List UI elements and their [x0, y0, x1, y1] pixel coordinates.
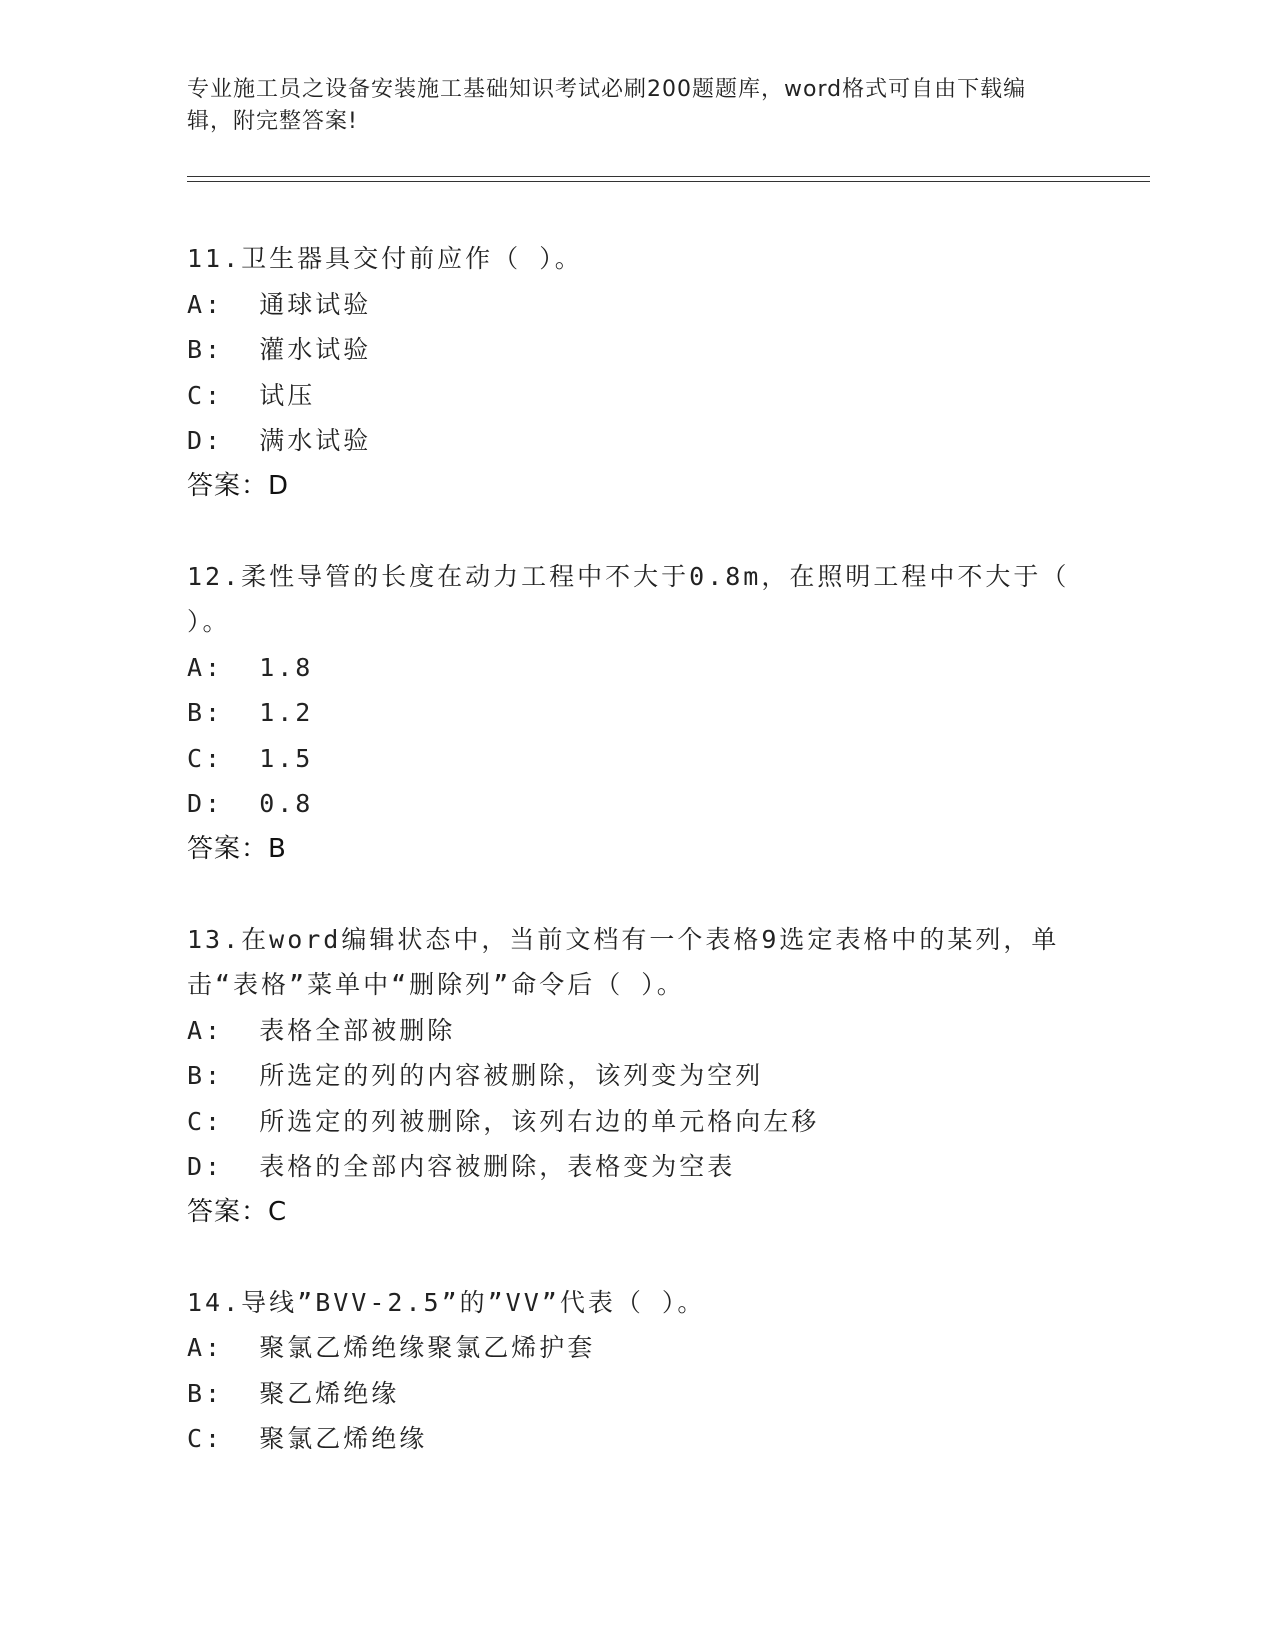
option-b: B: 所选定的列的内容被删除，该列变为空列	[187, 1061, 764, 1090]
question-text: 11.卫生器具交付前应作（ ）。	[187, 244, 583, 273]
option-c: C: 1.5	[187, 743, 314, 773]
option-b: B: 灌水试验	[187, 335, 372, 364]
option-a: A: 通球试验	[187, 289, 372, 319]
option-d: D: 表格的全部内容被删除，表格变为空表	[187, 1152, 736, 1181]
option-d: D: 0.8	[187, 789, 314, 818]
option-a: A: 聚氯乙烯绝缘聚氯乙烯护套	[187, 1333, 596, 1362]
option-a: A: 1.8	[187, 652, 314, 682]
option-c: C: 所选定的列被删除，该列右边的单元格向左移	[187, 1106, 820, 1136]
option-d: D: 满水试验	[187, 426, 372, 455]
question-13	[187, 917, 1087, 1235]
option-b: B: 1.2	[187, 698, 314, 727]
answer-text: 答案：B	[187, 833, 287, 864]
answer-text: 答案：C	[187, 1196, 288, 1227]
question-text: 12.柔性导管的长度在动力工程中不大于0.8m，在照明工程中不大于（ ）。	[187, 561, 1088, 636]
question-text: 14.导线”BVV-2.5”的”VV”代表（ ）。	[187, 1287, 706, 1317]
option-c: C: 试压	[187, 380, 316, 410]
answer-text: 答案：D	[187, 470, 290, 501]
option-b: B: 聚乙烯绝缘	[187, 1378, 400, 1408]
option-a: A: 表格全部被删除	[187, 1015, 456, 1045]
header-divider-bottom	[187, 181, 1150, 182]
question-14	[187, 1280, 1087, 1462]
document-header: 专业施工员之设备安装施工基础知识考试必刷200题题库，word格式可自由下载编辑，附完整答案!	[187, 77, 1027, 134]
question-list	[187, 236, 1087, 1507]
question-text: 13.在word编辑状态中，当前文档有一个表格9选定表格中的某列，单击“表格”菜单中“删除列”命令后（ ）。	[187, 924, 1060, 999]
question-11	[187, 236, 1087, 509]
question-12	[187, 554, 1087, 872]
header-divider-top	[187, 176, 1150, 177]
option-c: C: 聚氯乙烯绝缘	[187, 1424, 428, 1453]
